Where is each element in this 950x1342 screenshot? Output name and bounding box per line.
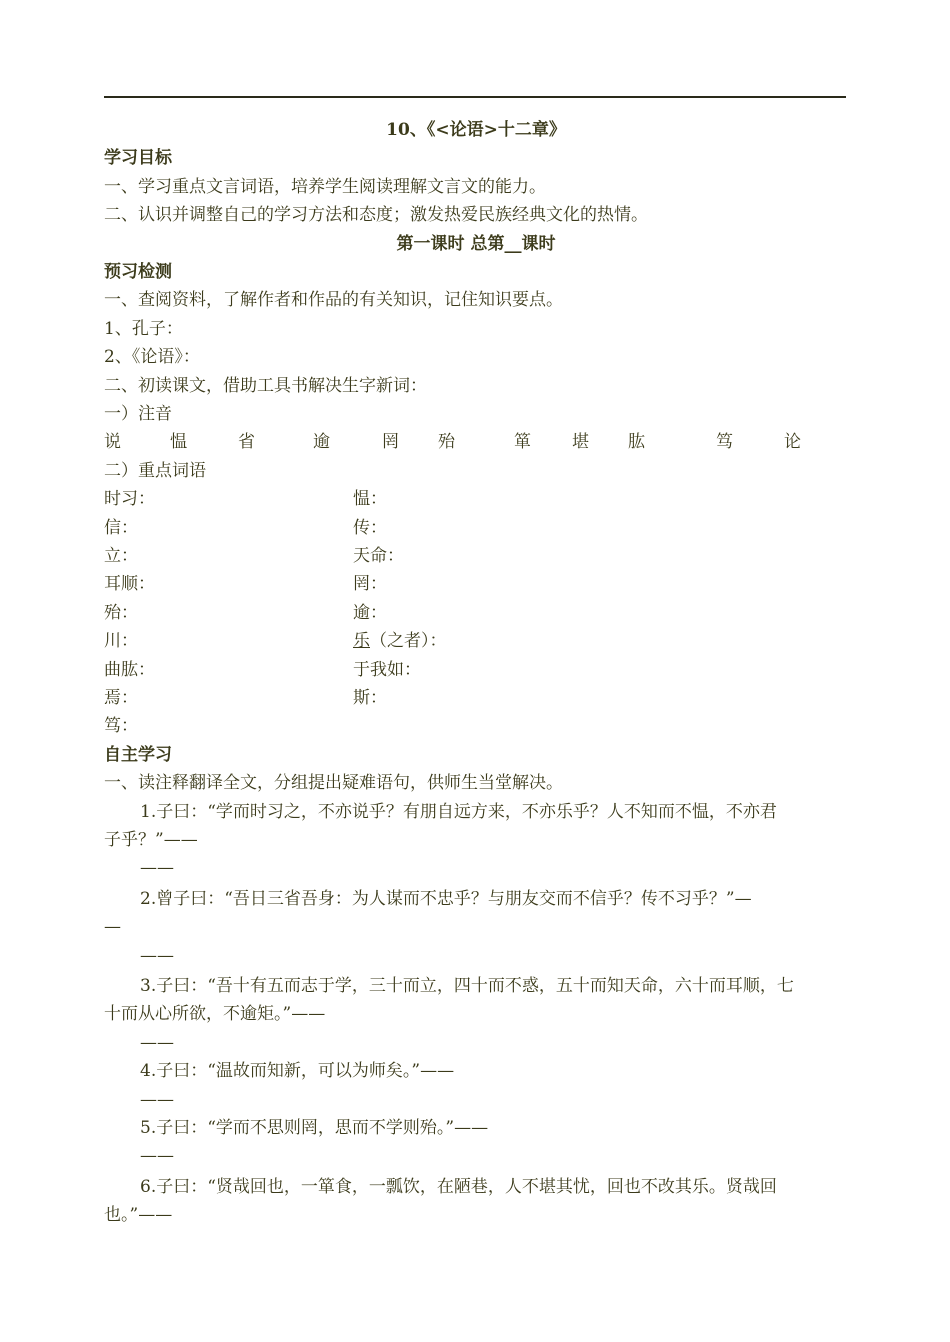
vocab-row: [104, 656, 848, 684]
pinyin-char: 省: [238, 432, 255, 453]
vocab-row: [104, 570, 848, 598]
vocab-term: 时习：: [104, 489, 155, 510]
vocab-term-compound: [353, 627, 447, 655]
vocab-term: 传：: [353, 517, 387, 538]
vocab-term: 曲肱：: [104, 659, 155, 680]
vocab-term: 笃：: [104, 716, 138, 737]
vocab-term: 川：: [104, 631, 138, 652]
passage-line: —: [104, 917, 121, 938]
vocab-row: [104, 627, 848, 655]
answer-dash: ——: [140, 1089, 174, 1110]
vocab-term: 愠：: [353, 489, 387, 510]
preview-line: 1、孔子：: [104, 318, 183, 339]
vocab-row: [104, 514, 848, 542]
vocab-row: [104, 684, 848, 712]
vocab-row: [104, 599, 848, 627]
underlined-char: 乐: [353, 631, 370, 652]
passage-line: 也。”——: [104, 1205, 173, 1226]
preview-heading: 预习检测: [104, 262, 172, 283]
pinyin-char: 肱: [628, 432, 645, 453]
document-body: [104, 116, 848, 1230]
preview-line: 一、查阅资料，了解作者和作品的有关知识，记住知识要点。: [104, 290, 563, 311]
vocab-term: 逾：: [353, 602, 387, 623]
pinyin-char: 箪: [514, 432, 531, 453]
passage-line: 3.子曰：“吾十有五而志于学，三十而立，四十而不惑，五十而知天命，六十而耳顺，七: [140, 976, 794, 997]
passage-line: 4.子曰：“温故而知新，可以为师矣。”——: [140, 1061, 455, 1082]
vocab-term: 耳顺：: [104, 574, 155, 595]
pinyin-char: 罔: [382, 432, 399, 453]
vocab-row: [104, 542, 848, 570]
self-study-heading: 自主学习: [104, 744, 172, 765]
vocab-term: 天命：: [353, 546, 404, 567]
pinyin-chars-row: [104, 428, 848, 456]
passage-line: 2.曾子曰：“吾日三省吾身：为人谋而不忠乎？与朋友交而不信乎？传不习乎？”—: [140, 888, 752, 909]
preview-line: 一）注音: [104, 404, 172, 425]
passage-line: 子乎？”——: [104, 830, 198, 850]
vocab-term: 罔：: [353, 574, 387, 595]
goal-item: 一、学习重点文言词语，培养学生阅读理解文言文的能力。: [104, 176, 546, 197]
pinyin-char: 殆: [438, 432, 455, 453]
header-rule: [104, 96, 846, 98]
goal-item: 二、认识并调整自己的学习方法和态度；激发热爱民族经典文化的热情。: [104, 205, 648, 226]
answer-dash: ——: [140, 945, 174, 966]
lesson-title: 第一课时 总第__课时: [396, 233, 556, 254]
vocab-heading: 二）重点词语: [104, 460, 206, 481]
vocab-term: 立：: [104, 546, 138, 567]
answer-dash: ——: [140, 1032, 174, 1053]
vocab-term: 斯：: [353, 688, 387, 708]
page-title: 10、《<论语>十二章》: [386, 120, 566, 140]
vocab-term: 于我如：: [353, 659, 421, 680]
goals-heading: 学习目标: [104, 148, 172, 169]
vocab-term: 信：: [104, 517, 138, 538]
vocab-term: 殆：: [104, 602, 138, 623]
vocab-term: 焉：: [104, 688, 138, 708]
preview-line: 二、初读课文，借助工具书解决生字新词：: [104, 375, 427, 396]
pinyin-char: 论: [784, 432, 801, 453]
answer-dash: ——: [140, 858, 174, 879]
pinyin-char: 说: [104, 432, 121, 453]
pinyin-char: 笃: [716, 432, 733, 453]
self-study-intro: 一、读注释翻译全文，分组提出疑难语句，供师生当堂解决。: [104, 773, 563, 794]
vocab-term-suffix: （之者）：: [370, 631, 447, 652]
preview-line: 2、《论语》：: [104, 347, 200, 368]
answer-dash: ——: [140, 1146, 174, 1167]
vocab-row: [104, 485, 848, 513]
pinyin-char: 愠: [170, 432, 187, 453]
pinyin-char: 逾: [313, 432, 330, 453]
pinyin-char: 堪: [572, 432, 589, 453]
passage-line: 5.子曰：“学而不思则罔，思而不学则殆。”——: [140, 1118, 489, 1139]
vocab-row: [104, 712, 848, 740]
passage-line: 十而从心所欲，不逾矩。”——: [104, 1004, 326, 1025]
passage-line: 6.子曰：“贤哉回也，一箪食，一瓢饮，在陋巷，人不堪其忧，回也不改其乐。贤哉回: [140, 1176, 777, 1197]
passage-line: 1.子曰：“学而时习之，不亦说乎？有朋自远方来，不亦乐乎？人不知而不愠，不亦君: [140, 801, 777, 822]
